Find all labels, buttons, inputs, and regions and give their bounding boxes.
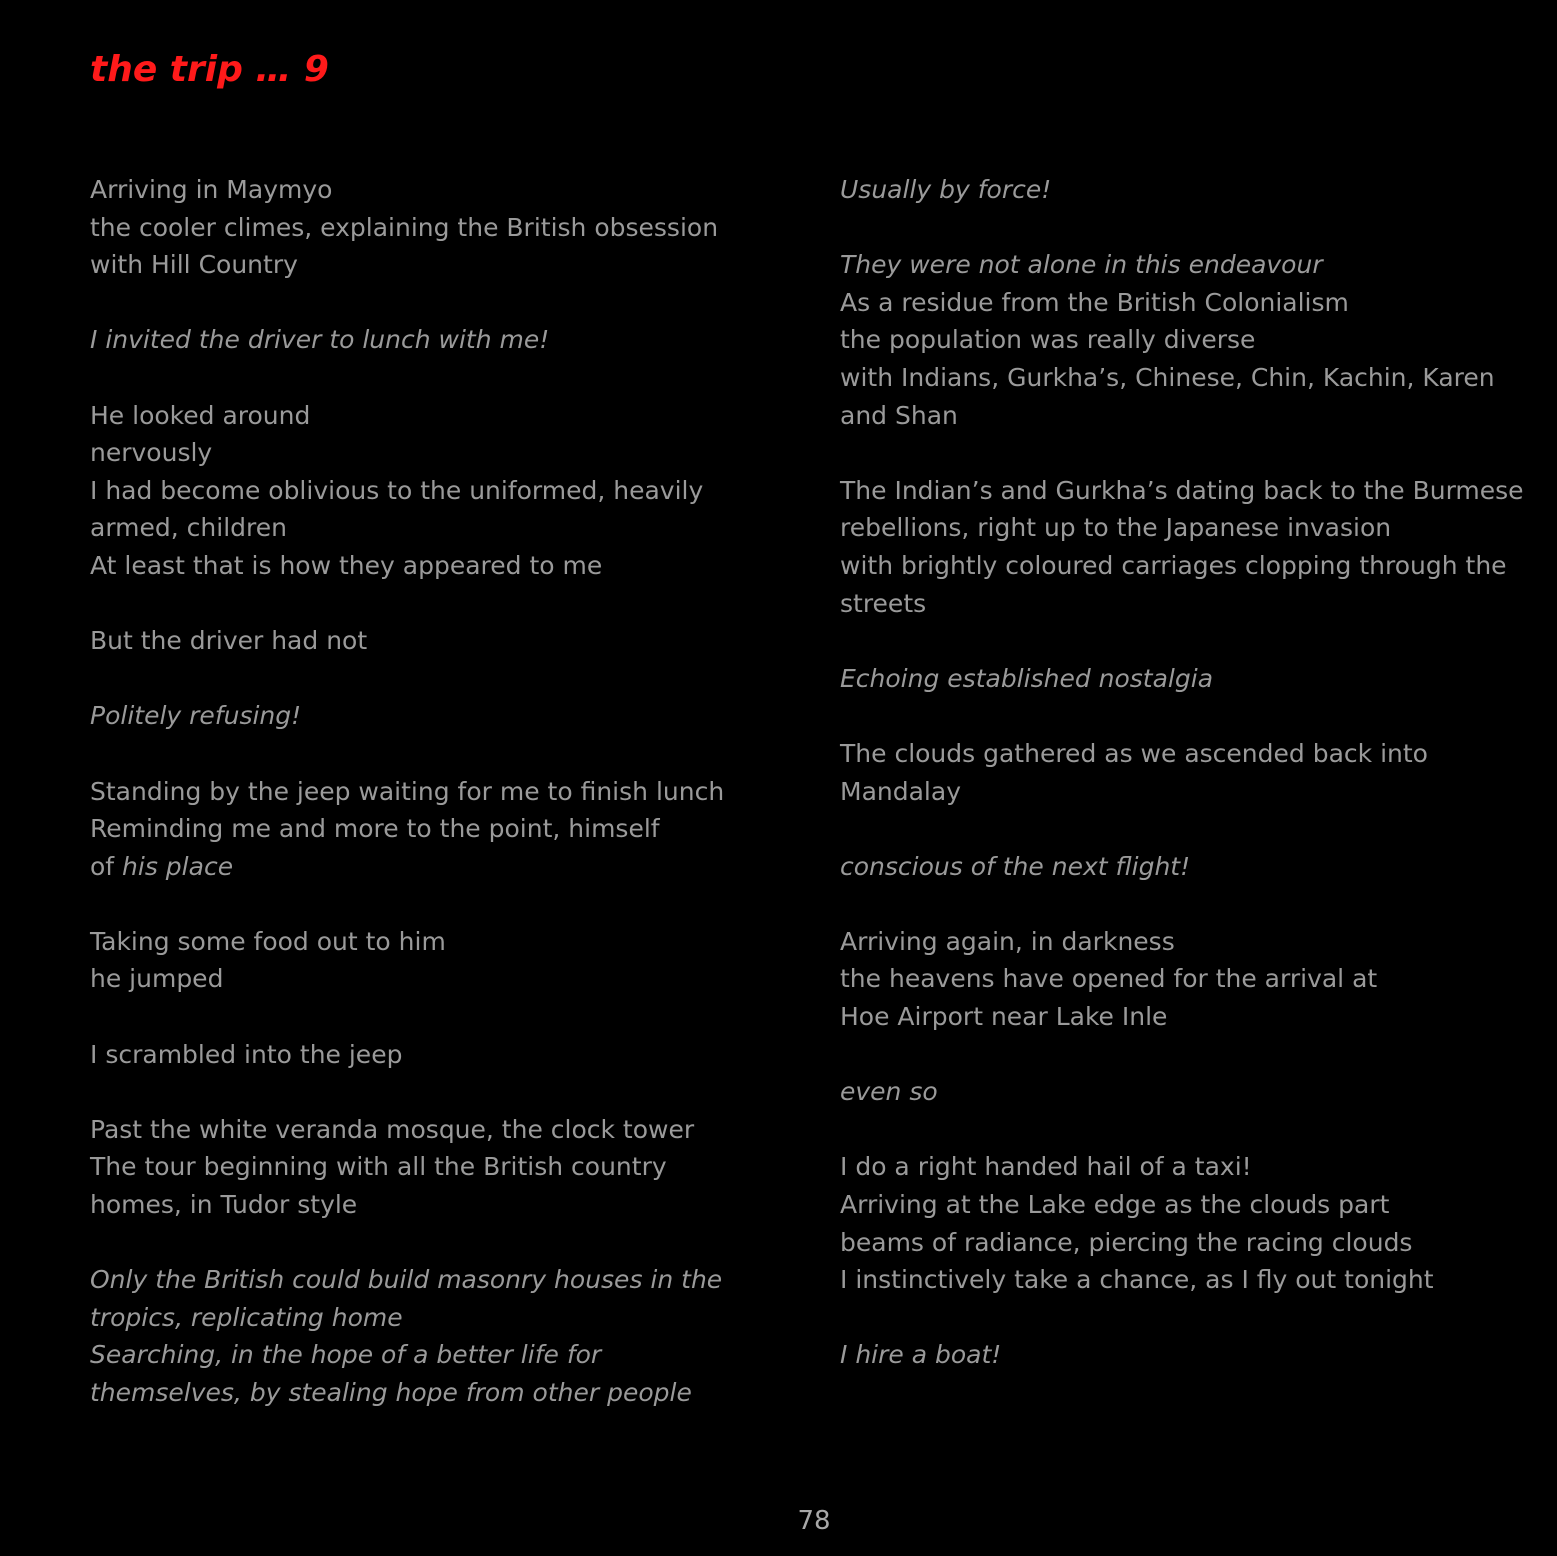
poem-line: Arriving at the Lake edge as the clouds part	[840, 1190, 1390, 1220]
poem-line: Only the British could build masonry houses in the	[90, 1265, 723, 1295]
stanza-break	[840, 1036, 1540, 1074]
poem-line: I invited the driver to lunch with me!	[90, 325, 550, 355]
poem-line: homes, in Tudor style	[90, 1190, 358, 1220]
poem-line: tropics, replicating home	[90, 1302, 403, 1332]
poem-line: Mandalay	[840, 776, 961, 806]
poem-line: themselves, by stealing hope from other people	[90, 1378, 692, 1407]
poem-line: Usually by force!	[840, 175, 1052, 204]
poem-line: Searching, in the hope of a better life for	[90, 1340, 602, 1370]
page-number: 78	[797, 1506, 831, 1536]
stanza-break	[840, 810, 1540, 848]
stanza-break	[840, 209, 1540, 247]
stanza-break	[90, 660, 790, 698]
poem-line: The tour beginning with all the British country	[90, 1152, 667, 1182]
page-title: the trip … 9	[90, 49, 329, 90]
text-column-right	[840, 171, 1540, 1374]
stanza-break	[840, 697, 1540, 735]
poem-line: Arriving again, in darkness	[840, 926, 1175, 956]
poem-line: with Hill Country	[90, 250, 298, 280]
poem-line: armed, children	[90, 513, 287, 543]
poem-line: At least that is how they appeared to me	[90, 550, 603, 580]
poem-line-segment: his place	[122, 851, 234, 881]
poem-line: But the driver had not	[90, 626, 368, 656]
poem-line: he jumped	[90, 964, 224, 994]
poem-line-segment: of	[90, 851, 123, 881]
stanza-break	[90, 1073, 790, 1111]
poem-line: As a residue from the British Colonialism	[840, 287, 1349, 317]
poem-line: I hire a boat!	[840, 1340, 1002, 1370]
stanza-break	[840, 1111, 1540, 1149]
poem-line: Hoe Airport near Lake Inle	[840, 1002, 1168, 1032]
poem-line: I instinctively take a chance, as I fly out tonight	[840, 1265, 1434, 1295]
poem-line: with brightly coloured carriages clopping through the	[840, 550, 1507, 580]
poem-line: I scrambled into the jeep	[90, 1039, 403, 1069]
poem-line: Taking some food out to him	[90, 926, 446, 956]
stanza-break	[90, 585, 790, 623]
poem-line: streets	[840, 588, 927, 618]
poem-line: He looked around	[90, 400, 311, 430]
poem-line: even so	[840, 1077, 938, 1107]
stanza-break	[90, 1224, 790, 1262]
stanza-break	[840, 1299, 1540, 1337]
stanza-break	[90, 735, 790, 773]
poem-line: rebellions, right up to the Japanese invasion	[840, 513, 1392, 543]
poem-line: The Indian’s and Gurkha’s dating back to the Burmese	[840, 475, 1524, 505]
poem-line: Arriving in Maymyo	[90, 175, 333, 204]
poem-line: The clouds gathered as we ascended back into	[840, 738, 1428, 768]
stanza-break	[90, 998, 790, 1036]
poem-line: the heavens have opened for the arrival at	[840, 964, 1378, 994]
poem-line: Echoing established nostalgia	[840, 663, 1214, 693]
stanza-break	[840, 885, 1540, 923]
poem-line: They were not alone in this endeavour	[840, 250, 1323, 280]
stanza-break	[840, 434, 1540, 472]
poem-line: I do a right handed hail of a taxi!	[840, 1152, 1252, 1182]
poem-line: Reminding me and more to the point, himself	[90, 814, 660, 844]
stanza-break	[90, 284, 790, 322]
text-column-left	[90, 171, 790, 1412]
stanza-break	[90, 885, 790, 923]
poem-line: conscious of the next flight!	[840, 851, 1191, 881]
poem-line: Politely refusing!	[90, 701, 302, 731]
poem-line: the population was really diverse	[840, 325, 1256, 355]
poem-line: with Indians, Gurkha’s, Chinese, Chin, Kachin, Karen	[840, 362, 1495, 392]
poem-line: Past the white veranda mosque, the clock tower	[90, 1114, 695, 1144]
poem-line: the cooler climes, explaining the British obsession	[90, 212, 719, 242]
poem-line: nervously	[90, 438, 213, 468]
poem-line	[90, 848, 790, 886]
stanza-break	[90, 359, 790, 397]
poem-line: and Shan	[840, 400, 958, 430]
poem-line: beams of radiance, piercing the racing clouds	[840, 1227, 1413, 1257]
poem-line: Standing by the jeep waiting for me to finish lunch	[90, 776, 725, 806]
poem-line: I had become oblivious to the uniformed, heavily	[90, 475, 704, 505]
stanza-break	[840, 622, 1540, 660]
